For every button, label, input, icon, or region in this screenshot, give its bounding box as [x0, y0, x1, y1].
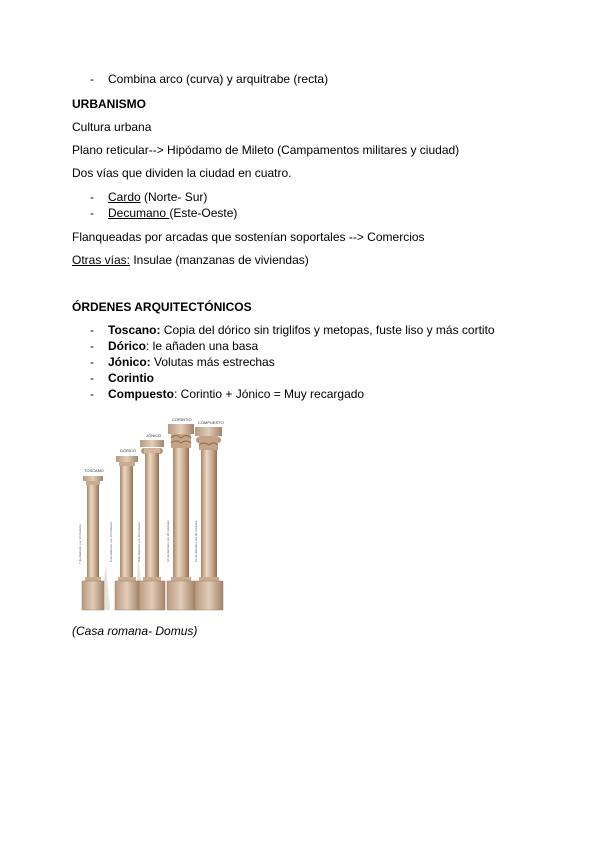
column-label: JÓNICO [146, 433, 162, 438]
bullet-dash: - [90, 323, 94, 337]
orden-name: Corintio [108, 371, 154, 385]
figure-caption: (Casa romana- Domus) [72, 624, 198, 638]
column-label: COMPUESTO [198, 420, 224, 425]
urbanismo-line-3: Dos vías que dividen la ciudad en cuatro. [72, 166, 292, 180]
orden-desc: : Corintio + Jónico = Muy recargado [174, 387, 365, 401]
column-height-label: 10 de diámetro por 20 módulos [194, 520, 198, 562]
otras-vias-line [72, 253, 309, 267]
orden-name: Compuesto [108, 387, 174, 401]
urbanismo-line-2: Plano reticular--> Hipódamo de Mileto (Campamentos militares y ciudad) [72, 143, 460, 157]
column-jonico [137, 433, 165, 610]
column-height-label: 8 de diámetro por 16 módulos [109, 522, 113, 562]
otras-vias-text: Insulae (manzanas de viviendas) [130, 253, 309, 267]
road-desc: (Norte- Sur) [140, 190, 208, 204]
column-label: CORINTIO [172, 417, 192, 422]
road-desc: (Este-Oeste) [169, 206, 238, 220]
classical-orders-illustration [80, 414, 226, 612]
orden-desc: Copia del dórico sin triglifos y metopas, fuste liso y más cortito [160, 323, 495, 337]
bullet-dash: - [90, 206, 94, 220]
road-name: Decumano [108, 206, 170, 220]
column-label: DÓRICO [120, 448, 136, 453]
urbanismo-heading: URBANISMO [72, 97, 146, 111]
column-label: TOSCANO [84, 468, 104, 473]
urbanismo-line-4: Flanqueadas por arcadas que sostenían soportales --> Comercios [72, 230, 425, 244]
orden-name: Toscano: [108, 323, 161, 337]
orden-desc: : le añaden una basa [146, 339, 259, 353]
orden-desc: Volutas más estrechas [150, 355, 275, 369]
bullet-text: Combina arco (curva) y arquitrabe (recta) [108, 72, 329, 86]
otras-vias-label: Otras vías: [72, 253, 131, 267]
bullet-dash: - [90, 72, 94, 86]
orden-name: Jónico: [108, 355, 151, 369]
bullet-dash: - [90, 190, 94, 204]
urbanismo-line-1: Cultura urbana [72, 120, 152, 134]
column-compuesto [194, 420, 224, 610]
bullet-dash: - [90, 339, 94, 353]
ordenes-heading: ÓRDENES ARQUITECTÓNICOS [72, 300, 252, 314]
bullet-dash: - [90, 355, 94, 369]
bullet-dash: - [90, 371, 94, 385]
column-toscano [78, 468, 104, 610]
orden-name: Dórico [108, 339, 147, 353]
column-height-label: 7 de diámetro por 14 módulos [78, 524, 82, 564]
bullet-dash: - [90, 387, 94, 401]
column-corintio [166, 417, 195, 610]
column-height-label: 10 de diámetro por 20 módulos [166, 520, 170, 562]
column-dorico [109, 448, 139, 610]
road-name: Cardo [108, 190, 141, 204]
column-height-label: 9 de diámetro por 18 módulos [137, 522, 141, 562]
